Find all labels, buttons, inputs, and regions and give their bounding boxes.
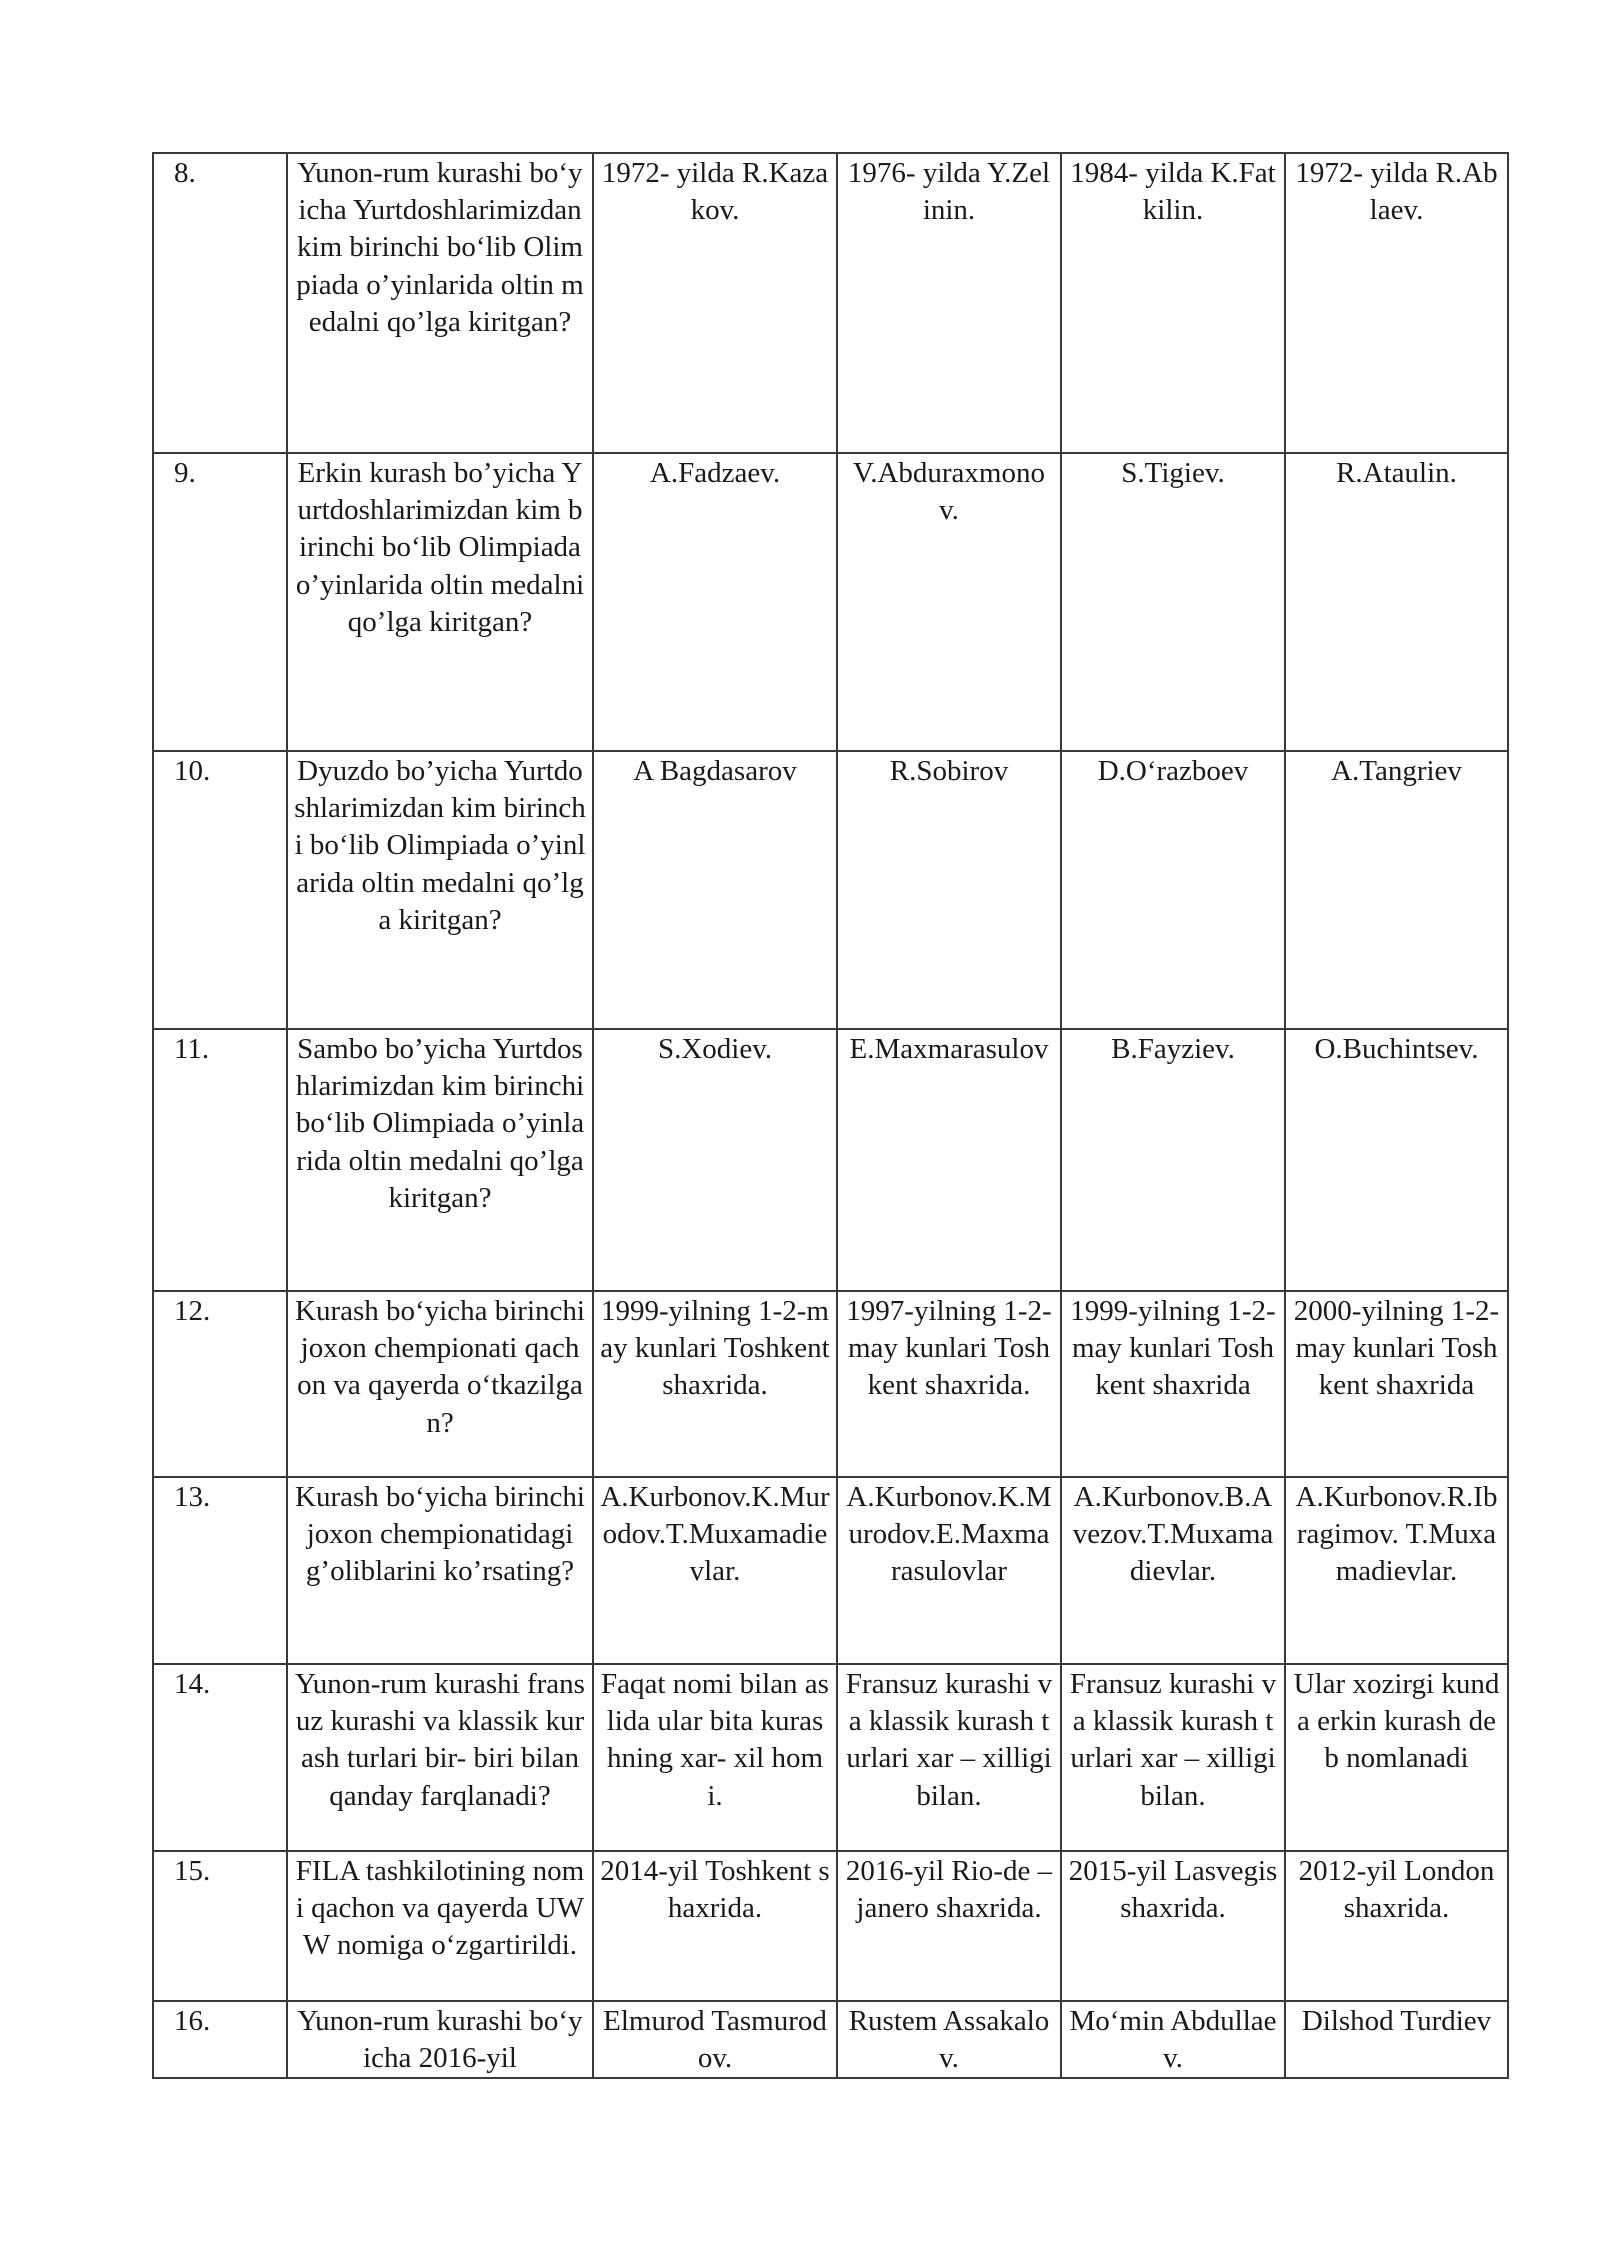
option-b: R.Sobirov <box>837 751 1061 1029</box>
question-text: Yunon-rum kurashi bo‘yicha 2016-yil <box>287 2001 593 2078</box>
question-number: 15. <box>153 1851 287 2001</box>
question-text: Erkin kurash bo’yicha Yurtdoshlarimizdan kim birinchi bo‘lib Olimpiada o’yinlarida oltin medalni qo’lga kiritgan? <box>287 453 593 751</box>
quiz-table <box>152 152 1509 2079</box>
table-row <box>153 1851 1508 2001</box>
question-number: 8. <box>153 153 287 453</box>
option-c: A.Kurbonov.B.Avezov.T.Muxamadievlar. <box>1061 1477 1285 1664</box>
question-number: 9. <box>153 453 287 751</box>
table-row <box>153 1477 1508 1664</box>
option-a: Faqat nomi bilan aslida ular bita kurashning xar- xil homi. <box>593 1664 837 1851</box>
option-d: R.Ataulin. <box>1285 453 1508 751</box>
option-b: Rustem Assakalov. <box>837 2001 1061 2078</box>
question-text: Kurash bo‘yicha birinchi joxon chempionati qachon va qayerda o‘tkazilgan? <box>287 1291 593 1477</box>
question-text: Yunon-rum kurashi fransuz kurashi va klassik kurash turlari bir- biri bilan qanday farqlanadi? <box>287 1664 593 1851</box>
question-number: 14. <box>153 1664 287 1851</box>
question-number: 11. <box>153 1029 287 1291</box>
option-a: 2014-yil Toshkent shaxrida. <box>593 1851 837 2001</box>
table-row <box>153 153 1508 453</box>
option-c: Mo‘min Abdullaev. <box>1061 2001 1285 2078</box>
question-number: 12. <box>153 1291 287 1477</box>
option-d: 2012-yil London shaxrida. <box>1285 1851 1508 2001</box>
option-d: O.Buchintsev. <box>1285 1029 1508 1291</box>
table-row <box>153 1029 1508 1291</box>
question-number: 16. <box>153 2001 287 2078</box>
table-row <box>153 751 1508 1029</box>
option-d: A.Kurbonov.R.Ibragimov. T.Muxamadievlar. <box>1285 1477 1508 1664</box>
question-text: Dyuzdo bo’yicha Yurtdoshlarimizdan kim birinchi bo‘lib Olimpiada o’yinlarida oltin medalni qo’lga kiritgan? <box>287 751 593 1029</box>
question-text: Yunon-rum kurashi bo‘yicha Yurtdoshlarimizdan kim birinchi bo‘lib Olimpiada o’yinlarida oltin medalni qo’lga kiritgan? <box>287 153 593 453</box>
table-row <box>153 1291 1508 1477</box>
option-d: Dilshod Turdiev <box>1285 2001 1508 2078</box>
option-c: S.Tigiev. <box>1061 453 1285 751</box>
option-c: 2015-yil Lasvegis shaxrida. <box>1061 1851 1285 2001</box>
option-b: 2016-yil Rio-de –janero shaxrida. <box>837 1851 1061 2001</box>
option-b: Fransuz kurashi va klassik kurash turlari xar – xilligi bilan. <box>837 1664 1061 1851</box>
option-a: S.Xodiev. <box>593 1029 837 1291</box>
option-d: 1972- yilda R.Ablaev. <box>1285 153 1508 453</box>
question-text: FILA tashkilotining nomi qachon va qayerda UWW nomiga o‘zgartirildi. <box>287 1851 593 2001</box>
table-row <box>153 453 1508 751</box>
option-b: A.Kurbonov.K.Murodov.E.Maxmarasulovlar <box>837 1477 1061 1664</box>
option-c: B.Fayziev. <box>1061 1029 1285 1291</box>
option-d: Ular xozirgi kunda erkin kurash deb nomlanadi <box>1285 1664 1508 1851</box>
option-b: V.Abduraxmonov. <box>837 453 1061 751</box>
option-d: 2000-yilning 1-2-may kunlari Toshkent shaxrida <box>1285 1291 1508 1477</box>
table-row <box>153 1664 1508 1851</box>
question-text: Kurash bo‘yicha birinchi joxon chempionatidagi g’oliblarini ko’rsating? <box>287 1477 593 1664</box>
option-c: 1999-yilning 1-2-may kunlari Toshkent shaxrida <box>1061 1291 1285 1477</box>
option-b: 1976- yilda Y.Zelinin. <box>837 153 1061 453</box>
option-a: A Bagdasarov <box>593 751 837 1029</box>
question-text: Sambo bo’yicha Yurtdoshlarimizdan kim birinchi bo‘lib Olimpiada o’yinlarida oltin medalni qo’lga kiritgan? <box>287 1029 593 1291</box>
question-number: 13. <box>153 1477 287 1664</box>
table-row <box>153 2001 1508 2078</box>
option-b: 1997-yilning 1-2-may kunlari Toshkent shaxrida. <box>837 1291 1061 1477</box>
option-c: D.O‘razboev <box>1061 751 1285 1029</box>
question-number: 10. <box>153 751 287 1029</box>
option-d: A.Tangriev <box>1285 751 1508 1029</box>
option-a: 1999-yilning 1-2-may kunlari Toshkent shaxrida. <box>593 1291 837 1477</box>
option-c: Fransuz kurashi va klassik kurash turlari xar – xilligi bilan. <box>1061 1664 1285 1851</box>
option-b: E.Maxmarasulov <box>837 1029 1061 1291</box>
option-a: Elmurod Tasmurodov. <box>593 2001 837 2078</box>
option-a: A.Kurbonov.K.Murodov.T.Muxamadievlar. <box>593 1477 837 1664</box>
option-a: A.Fadzaev. <box>593 453 837 751</box>
option-c: 1984- yilda K.Fatkilin. <box>1061 153 1285 453</box>
option-a: 1972- yilda R.Kazakov. <box>593 153 837 453</box>
